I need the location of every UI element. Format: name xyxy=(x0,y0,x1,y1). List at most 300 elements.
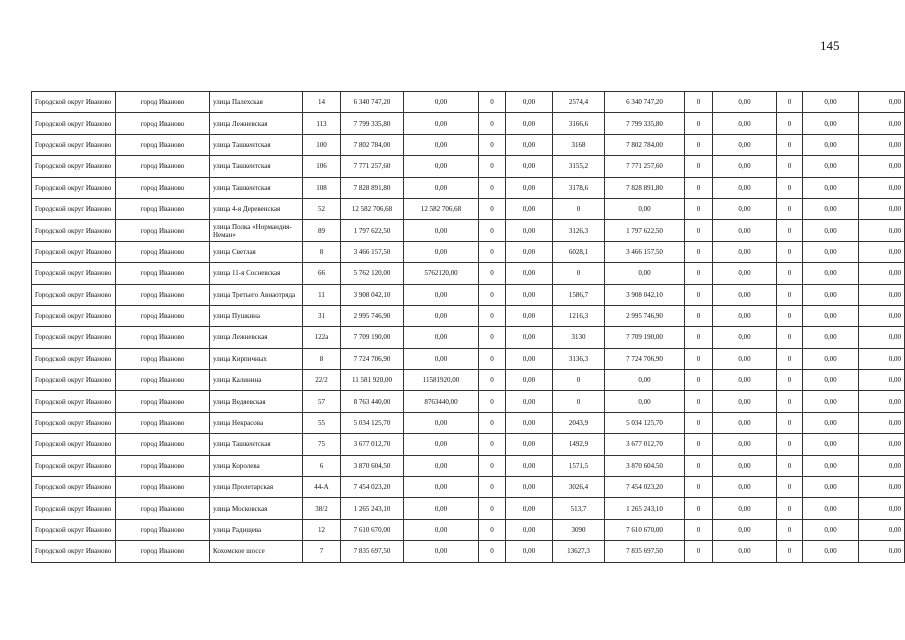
total-cost-cell: 5 762 120,00 xyxy=(341,263,404,284)
street-cell: улица Ведяевская xyxy=(210,391,303,412)
amount-2-cell: 0,00 xyxy=(506,455,553,476)
amount-3-cell: 7 835 697,50 xyxy=(605,541,685,562)
amount-5-cell: 0,00 xyxy=(803,434,859,455)
locality-cell: город Иваново xyxy=(116,284,210,305)
municipality-cell: Городской округ Иваново xyxy=(32,348,116,369)
amount-1-cell: 0,00 xyxy=(404,327,479,348)
municipality-cell: Городской округ Иваново xyxy=(32,412,116,433)
house-number-cell: 55 xyxy=(303,412,341,433)
house-number-cell: 8 xyxy=(303,348,341,369)
amount-2-cell: 0,00 xyxy=(506,284,553,305)
amount-6-cell: 0,00 xyxy=(859,241,905,262)
area-cell: 0 xyxy=(553,391,605,412)
total-cost-cell: 3 677 012,70 xyxy=(341,434,404,455)
amount-5-cell: 0,00 xyxy=(803,391,859,412)
street-cell: улица Палехская xyxy=(210,92,303,113)
amount-5-cell: 0,00 xyxy=(803,477,859,498)
amount-3-cell: 7 799 335,80 xyxy=(605,113,685,134)
amount-1-cell: 0,00 xyxy=(404,177,479,198)
street-cell: улица Лежневская xyxy=(210,113,303,134)
amount-5-cell: 0,00 xyxy=(803,134,859,155)
total-cost-cell: 2 995 746,90 xyxy=(341,305,404,326)
locality-cell: город Иваново xyxy=(116,348,210,369)
municipality-cell: Городской округ Иваново xyxy=(32,263,116,284)
count-3-cell: 0 xyxy=(685,327,713,348)
count-1-cell: 0 xyxy=(479,134,506,155)
table-row xyxy=(32,477,905,498)
total-cost-cell: 3 466 157,50 xyxy=(341,241,404,262)
locality-cell: город Иваново xyxy=(116,156,210,177)
amount-4-cell: 0,00 xyxy=(713,113,777,134)
amount-2-cell: 0,00 xyxy=(506,498,553,519)
amount-3-cell: 7 724 706,90 xyxy=(605,348,685,369)
municipality-cell: Городской округ Иваново xyxy=(32,498,116,519)
amount-4-cell: 0,00 xyxy=(713,134,777,155)
total-cost-cell: 1 797 622,50 xyxy=(341,220,404,241)
municipality-cell: Городской округ Иваново xyxy=(32,477,116,498)
count-1-cell: 0 xyxy=(479,156,506,177)
count-1-cell: 0 xyxy=(479,541,506,562)
amount-3-cell: 3 466 157,50 xyxy=(605,241,685,262)
count-4-cell: 0 xyxy=(777,241,803,262)
total-cost-cell: 7 610 670,00 xyxy=(341,519,404,540)
house-number-cell: 38/2 xyxy=(303,498,341,519)
table-row xyxy=(32,263,905,284)
street-cell: улица Ташкентская xyxy=(210,434,303,455)
amount-2-cell: 0,00 xyxy=(506,177,553,198)
locality-cell: город Иваново xyxy=(116,134,210,155)
amount-5-cell: 0,00 xyxy=(803,241,859,262)
count-4-cell: 0 xyxy=(777,220,803,241)
locality-cell: город Иваново xyxy=(116,177,210,198)
house-number-cell: 108 xyxy=(303,177,341,198)
total-cost-cell: 1 265 243,10 xyxy=(341,498,404,519)
house-number-cell: 122а xyxy=(303,327,341,348)
house-number-cell: 57 xyxy=(303,391,341,412)
street-cell: улица Радищева xyxy=(210,519,303,540)
house-number-cell: 31 xyxy=(303,305,341,326)
house-number-cell: 11 xyxy=(303,284,341,305)
amount-3-cell: 3 870 604,50 xyxy=(605,455,685,476)
amount-5-cell: 0,00 xyxy=(803,220,859,241)
house-number-cell: 7 xyxy=(303,541,341,562)
house-number-cell: 8 xyxy=(303,241,341,262)
locality-cell: город Иваново xyxy=(116,370,210,391)
locality-cell: город Иваново xyxy=(116,519,210,540)
amount-4-cell: 0,00 xyxy=(713,327,777,348)
area-cell: 0 xyxy=(553,198,605,219)
amount-3-cell: 3 908 042,10 xyxy=(605,284,685,305)
amount-5-cell: 0,00 xyxy=(803,370,859,391)
amount-4-cell: 0,00 xyxy=(713,455,777,476)
municipality-cell: Городской округ Иваново xyxy=(32,92,116,113)
count-3-cell: 0 xyxy=(685,220,713,241)
amount-4-cell: 0,00 xyxy=(713,391,777,412)
count-1-cell: 0 xyxy=(479,498,506,519)
count-3-cell: 0 xyxy=(685,305,713,326)
area-cell: 0 xyxy=(553,263,605,284)
amount-2-cell: 0,00 xyxy=(506,198,553,219)
amount-6-cell: 0,00 xyxy=(859,305,905,326)
amount-2-cell: 0,00 xyxy=(506,370,553,391)
amount-5-cell: 0,00 xyxy=(803,412,859,433)
count-4-cell: 0 xyxy=(777,284,803,305)
street-cell: улица Ташкентская xyxy=(210,177,303,198)
count-3-cell: 0 xyxy=(685,477,713,498)
table-row xyxy=(32,391,905,412)
count-1-cell: 0 xyxy=(479,519,506,540)
area-cell: 513,7 xyxy=(553,498,605,519)
amount-6-cell: 0,00 xyxy=(859,455,905,476)
count-4-cell: 0 xyxy=(777,434,803,455)
total-cost-cell: 3 870 604,50 xyxy=(341,455,404,476)
amount-5-cell: 0,00 xyxy=(803,455,859,476)
area-cell: 3178,6 xyxy=(553,177,605,198)
table-row xyxy=(32,156,905,177)
amount-1-cell: 8763440,00 xyxy=(404,391,479,412)
count-3-cell: 0 xyxy=(685,198,713,219)
table-row xyxy=(32,519,905,540)
amount-3-cell: 7 610 670,00 xyxy=(605,519,685,540)
total-cost-cell: 7 771 257,60 xyxy=(341,156,404,177)
table-row xyxy=(32,113,905,134)
street-cell: улица 4-я Деревенская xyxy=(210,198,303,219)
locality-cell: город Иваново xyxy=(116,541,210,562)
table-row xyxy=(32,370,905,391)
amount-1-cell: 0,00 xyxy=(404,134,479,155)
house-number-cell: 52 xyxy=(303,198,341,219)
area-cell: 1492,9 xyxy=(553,434,605,455)
amount-6-cell: 0,00 xyxy=(859,92,905,113)
count-4-cell: 0 xyxy=(777,305,803,326)
amount-3-cell: 0,00 xyxy=(605,198,685,219)
area-cell: 6028,1 xyxy=(553,241,605,262)
amount-1-cell: 0,00 xyxy=(404,284,479,305)
amount-2-cell: 0,00 xyxy=(506,305,553,326)
amount-4-cell: 0,00 xyxy=(713,177,777,198)
count-3-cell: 0 xyxy=(685,348,713,369)
total-cost-cell: 7 828 891,80 xyxy=(341,177,404,198)
amount-6-cell: 0,00 xyxy=(859,177,905,198)
amount-1-cell: 11581920,00 xyxy=(404,370,479,391)
amount-6-cell: 0,00 xyxy=(859,284,905,305)
amount-4-cell: 0,00 xyxy=(713,156,777,177)
municipality-cell: Городской округ Иваново xyxy=(32,434,116,455)
total-cost-cell: 6 340 747,20 xyxy=(341,92,404,113)
amount-6-cell: 0,00 xyxy=(859,541,905,562)
total-cost-cell: 7 454 023,20 xyxy=(341,477,404,498)
count-3-cell: 0 xyxy=(685,156,713,177)
amount-6-cell: 0,00 xyxy=(859,113,905,134)
count-1-cell: 0 xyxy=(479,284,506,305)
area-cell: 0 xyxy=(553,370,605,391)
total-cost-cell: 5 034 125,70 xyxy=(341,412,404,433)
amount-4-cell: 0,00 xyxy=(713,519,777,540)
amount-4-cell: 0,00 xyxy=(713,498,777,519)
count-1-cell: 0 xyxy=(479,391,506,412)
area-cell: 3166,6 xyxy=(553,113,605,134)
table-row xyxy=(32,284,905,305)
count-4-cell: 0 xyxy=(777,370,803,391)
amount-1-cell: 12 582 706,68 xyxy=(404,198,479,219)
locality-cell: город Иваново xyxy=(116,241,210,262)
amount-5-cell: 0,00 xyxy=(803,263,859,284)
house-number-cell: 89 xyxy=(303,220,341,241)
total-cost-cell: 7 799 335,80 xyxy=(341,113,404,134)
street-cell: улица Ташкентская xyxy=(210,134,303,155)
table-row xyxy=(32,434,905,455)
house-number-cell: 100 xyxy=(303,134,341,155)
locality-cell: город Иваново xyxy=(116,434,210,455)
total-cost-cell: 3 908 042,10 xyxy=(341,284,404,305)
street-cell: улица Пушкина xyxy=(210,305,303,326)
street-cell: улица Пролетарская xyxy=(210,477,303,498)
count-1-cell: 0 xyxy=(479,177,506,198)
amount-2-cell: 0,00 xyxy=(506,434,553,455)
area-cell: 13627,3 xyxy=(553,541,605,562)
amount-1-cell: 0,00 xyxy=(404,156,479,177)
count-3-cell: 0 xyxy=(685,455,713,476)
count-3-cell: 0 xyxy=(685,391,713,412)
amount-3-cell: 0,00 xyxy=(605,370,685,391)
count-1-cell: 0 xyxy=(479,412,506,433)
count-3-cell: 0 xyxy=(685,498,713,519)
amount-5-cell: 0,00 xyxy=(803,519,859,540)
amount-1-cell: 0,00 xyxy=(404,92,479,113)
page-number: 145 xyxy=(820,38,840,53)
locality-cell: город Иваново xyxy=(116,498,210,519)
amount-1-cell: 0,00 xyxy=(404,498,479,519)
total-cost-cell: 7 724 706,90 xyxy=(341,348,404,369)
table-row xyxy=(32,412,905,433)
municipality-cell: Городской округ Иваново xyxy=(32,327,116,348)
amount-4-cell: 0,00 xyxy=(713,198,777,219)
amount-1-cell: 0,00 xyxy=(404,434,479,455)
street-cell: улица Некрасова xyxy=(210,412,303,433)
table-row xyxy=(32,92,905,113)
count-3-cell: 0 xyxy=(685,370,713,391)
total-cost-cell: 11 581 920,00 xyxy=(341,370,404,391)
table-row xyxy=(32,134,905,155)
area-cell: 3168 xyxy=(553,134,605,155)
amount-6-cell: 0,00 xyxy=(859,477,905,498)
amount-2-cell: 0,00 xyxy=(506,241,553,262)
street-cell: улица Полка «Нормандия-Неман» xyxy=(210,220,303,241)
amount-2-cell: 0,00 xyxy=(506,92,553,113)
amount-4-cell: 0,00 xyxy=(713,434,777,455)
locality-cell: город Иваново xyxy=(116,92,210,113)
area-cell: 3130 xyxy=(553,327,605,348)
amount-3-cell: 7 454 023,20 xyxy=(605,477,685,498)
table-row xyxy=(32,498,905,519)
amount-2-cell: 0,00 xyxy=(506,327,553,348)
table-row xyxy=(32,220,905,241)
amount-4-cell: 0,00 xyxy=(713,477,777,498)
locality-cell: город Иваново xyxy=(116,412,210,433)
amount-4-cell: 0,00 xyxy=(713,220,777,241)
count-3-cell: 0 xyxy=(685,284,713,305)
count-4-cell: 0 xyxy=(777,412,803,433)
amount-2-cell: 0,00 xyxy=(506,348,553,369)
count-1-cell: 0 xyxy=(479,477,506,498)
house-number-cell: 12 xyxy=(303,519,341,540)
amount-2-cell: 0,00 xyxy=(506,263,553,284)
municipality-cell: Городской округ Иваново xyxy=(32,241,116,262)
table-row xyxy=(32,541,905,562)
amount-4-cell: 0,00 xyxy=(713,370,777,391)
municipality-cell: Городской округ Иваново xyxy=(32,519,116,540)
locality-cell: город Иваново xyxy=(116,305,210,326)
amount-4-cell: 0,00 xyxy=(713,412,777,433)
table-row xyxy=(32,198,905,219)
count-4-cell: 0 xyxy=(777,177,803,198)
area-cell: 3136,3 xyxy=(553,348,605,369)
locality-cell: город Иваново xyxy=(116,220,210,241)
municipality-cell: Городской округ Иваново xyxy=(32,541,116,562)
amount-1-cell: 0,00 xyxy=(404,305,479,326)
municipality-cell: Городской округ Иваново xyxy=(32,156,116,177)
amount-2-cell: 0,00 xyxy=(506,134,553,155)
amount-5-cell: 0,00 xyxy=(803,498,859,519)
count-3-cell: 0 xyxy=(685,134,713,155)
amount-6-cell: 0,00 xyxy=(859,263,905,284)
count-1-cell: 0 xyxy=(479,327,506,348)
municipality-cell: Городской округ Иваново xyxy=(32,391,116,412)
total-cost-cell: 7 709 190,00 xyxy=(341,327,404,348)
house-number-cell: 14 xyxy=(303,92,341,113)
count-4-cell: 0 xyxy=(777,498,803,519)
amount-3-cell: 6 340 747,20 xyxy=(605,92,685,113)
total-cost-cell: 7 835 697,50 xyxy=(341,541,404,562)
count-4-cell: 0 xyxy=(777,198,803,219)
street-cell: улица Калинина xyxy=(210,370,303,391)
count-4-cell: 0 xyxy=(777,519,803,540)
municipality-cell: Городской округ Иваново xyxy=(32,198,116,219)
count-4-cell: 0 xyxy=(777,263,803,284)
count-4-cell: 0 xyxy=(777,477,803,498)
municipality-cell: Городской округ Иваново xyxy=(32,455,116,476)
municipality-cell: Городской округ Иваново xyxy=(32,305,116,326)
count-1-cell: 0 xyxy=(479,220,506,241)
amount-6-cell: 0,00 xyxy=(859,198,905,219)
amount-4-cell: 0,00 xyxy=(713,305,777,326)
count-3-cell: 0 xyxy=(685,241,713,262)
count-1-cell: 0 xyxy=(479,113,506,134)
count-1-cell: 0 xyxy=(479,263,506,284)
count-3-cell: 0 xyxy=(685,519,713,540)
count-1-cell: 0 xyxy=(479,434,506,455)
area-cell: 3155,2 xyxy=(553,156,605,177)
count-1-cell: 0 xyxy=(479,348,506,369)
count-4-cell: 0 xyxy=(777,92,803,113)
amount-6-cell: 0,00 xyxy=(859,391,905,412)
amount-1-cell: 0,00 xyxy=(404,348,479,369)
amount-1-cell: 0,00 xyxy=(404,241,479,262)
table-row xyxy=(32,177,905,198)
count-3-cell: 0 xyxy=(685,541,713,562)
table-row xyxy=(32,241,905,262)
count-1-cell: 0 xyxy=(479,92,506,113)
street-cell: улица Королева xyxy=(210,455,303,476)
locality-cell: город Иваново xyxy=(116,391,210,412)
count-4-cell: 0 xyxy=(777,156,803,177)
table-row xyxy=(32,455,905,476)
count-3-cell: 0 xyxy=(685,113,713,134)
count-4-cell: 0 xyxy=(777,134,803,155)
house-number-cell: 22/2 xyxy=(303,370,341,391)
amount-5-cell: 0,00 xyxy=(803,92,859,113)
amount-1-cell: 0,00 xyxy=(404,220,479,241)
municipality-cell: Городской округ Иваново xyxy=(32,220,116,241)
house-number-cell: 75 xyxy=(303,434,341,455)
amount-1-cell: 0,00 xyxy=(404,412,479,433)
area-cell: 1586,7 xyxy=(553,284,605,305)
register-table xyxy=(31,91,905,563)
locality-cell: город Иваново xyxy=(116,477,210,498)
amount-5-cell: 0,00 xyxy=(803,113,859,134)
amount-3-cell: 3 677 012,70 xyxy=(605,434,685,455)
amount-4-cell: 0,00 xyxy=(713,348,777,369)
amount-4-cell: 0,00 xyxy=(713,541,777,562)
house-number-cell: 106 xyxy=(303,156,341,177)
table-row xyxy=(32,348,905,369)
count-1-cell: 0 xyxy=(479,241,506,262)
street-cell: улица Лежневская xyxy=(210,327,303,348)
street-cell: улица 11-я Сосневская xyxy=(210,263,303,284)
street-cell: улица Светлая xyxy=(210,241,303,262)
area-cell: 2574,4 xyxy=(553,92,605,113)
municipality-cell: Городской округ Иваново xyxy=(32,284,116,305)
count-4-cell: 0 xyxy=(777,327,803,348)
amount-2-cell: 0,00 xyxy=(506,541,553,562)
amount-3-cell: 1 265 243,10 xyxy=(605,498,685,519)
locality-cell: город Иваново xyxy=(116,327,210,348)
amount-6-cell: 0,00 xyxy=(859,370,905,391)
amount-6-cell: 0,00 xyxy=(859,498,905,519)
count-4-cell: 0 xyxy=(777,391,803,412)
table-row xyxy=(32,327,905,348)
amount-6-cell: 0,00 xyxy=(859,519,905,540)
amount-4-cell: 0,00 xyxy=(713,92,777,113)
count-3-cell: 0 xyxy=(685,412,713,433)
amount-6-cell: 0,00 xyxy=(859,327,905,348)
municipality-cell: Городской округ Иваново xyxy=(32,370,116,391)
count-4-cell: 0 xyxy=(777,455,803,476)
amount-1-cell: 0,00 xyxy=(404,113,479,134)
house-number-cell: 44-А xyxy=(303,477,341,498)
area-cell: 1571,5 xyxy=(553,455,605,476)
amount-3-cell: 7 828 891,80 xyxy=(605,177,685,198)
amount-1-cell: 0,00 xyxy=(404,519,479,540)
amount-2-cell: 0,00 xyxy=(506,156,553,177)
amount-5-cell: 0,00 xyxy=(803,198,859,219)
municipality-cell: Городской округ Иваново xyxy=(32,134,116,155)
amount-5-cell: 0,00 xyxy=(803,284,859,305)
amount-1-cell: 0,00 xyxy=(404,455,479,476)
count-1-cell: 0 xyxy=(479,370,506,391)
amount-2-cell: 0,00 xyxy=(506,412,553,433)
amount-4-cell: 0,00 xyxy=(713,241,777,262)
municipality-cell: Городской округ Иваново xyxy=(32,113,116,134)
amount-6-cell: 0,00 xyxy=(859,434,905,455)
amount-3-cell: 0,00 xyxy=(605,391,685,412)
street-cell: Кохомское шоссе xyxy=(210,541,303,562)
count-3-cell: 0 xyxy=(685,263,713,284)
house-number-cell: 66 xyxy=(303,263,341,284)
amount-3-cell: 5 034 125,70 xyxy=(605,412,685,433)
house-number-cell: 113 xyxy=(303,113,341,134)
amount-6-cell: 0,00 xyxy=(859,348,905,369)
